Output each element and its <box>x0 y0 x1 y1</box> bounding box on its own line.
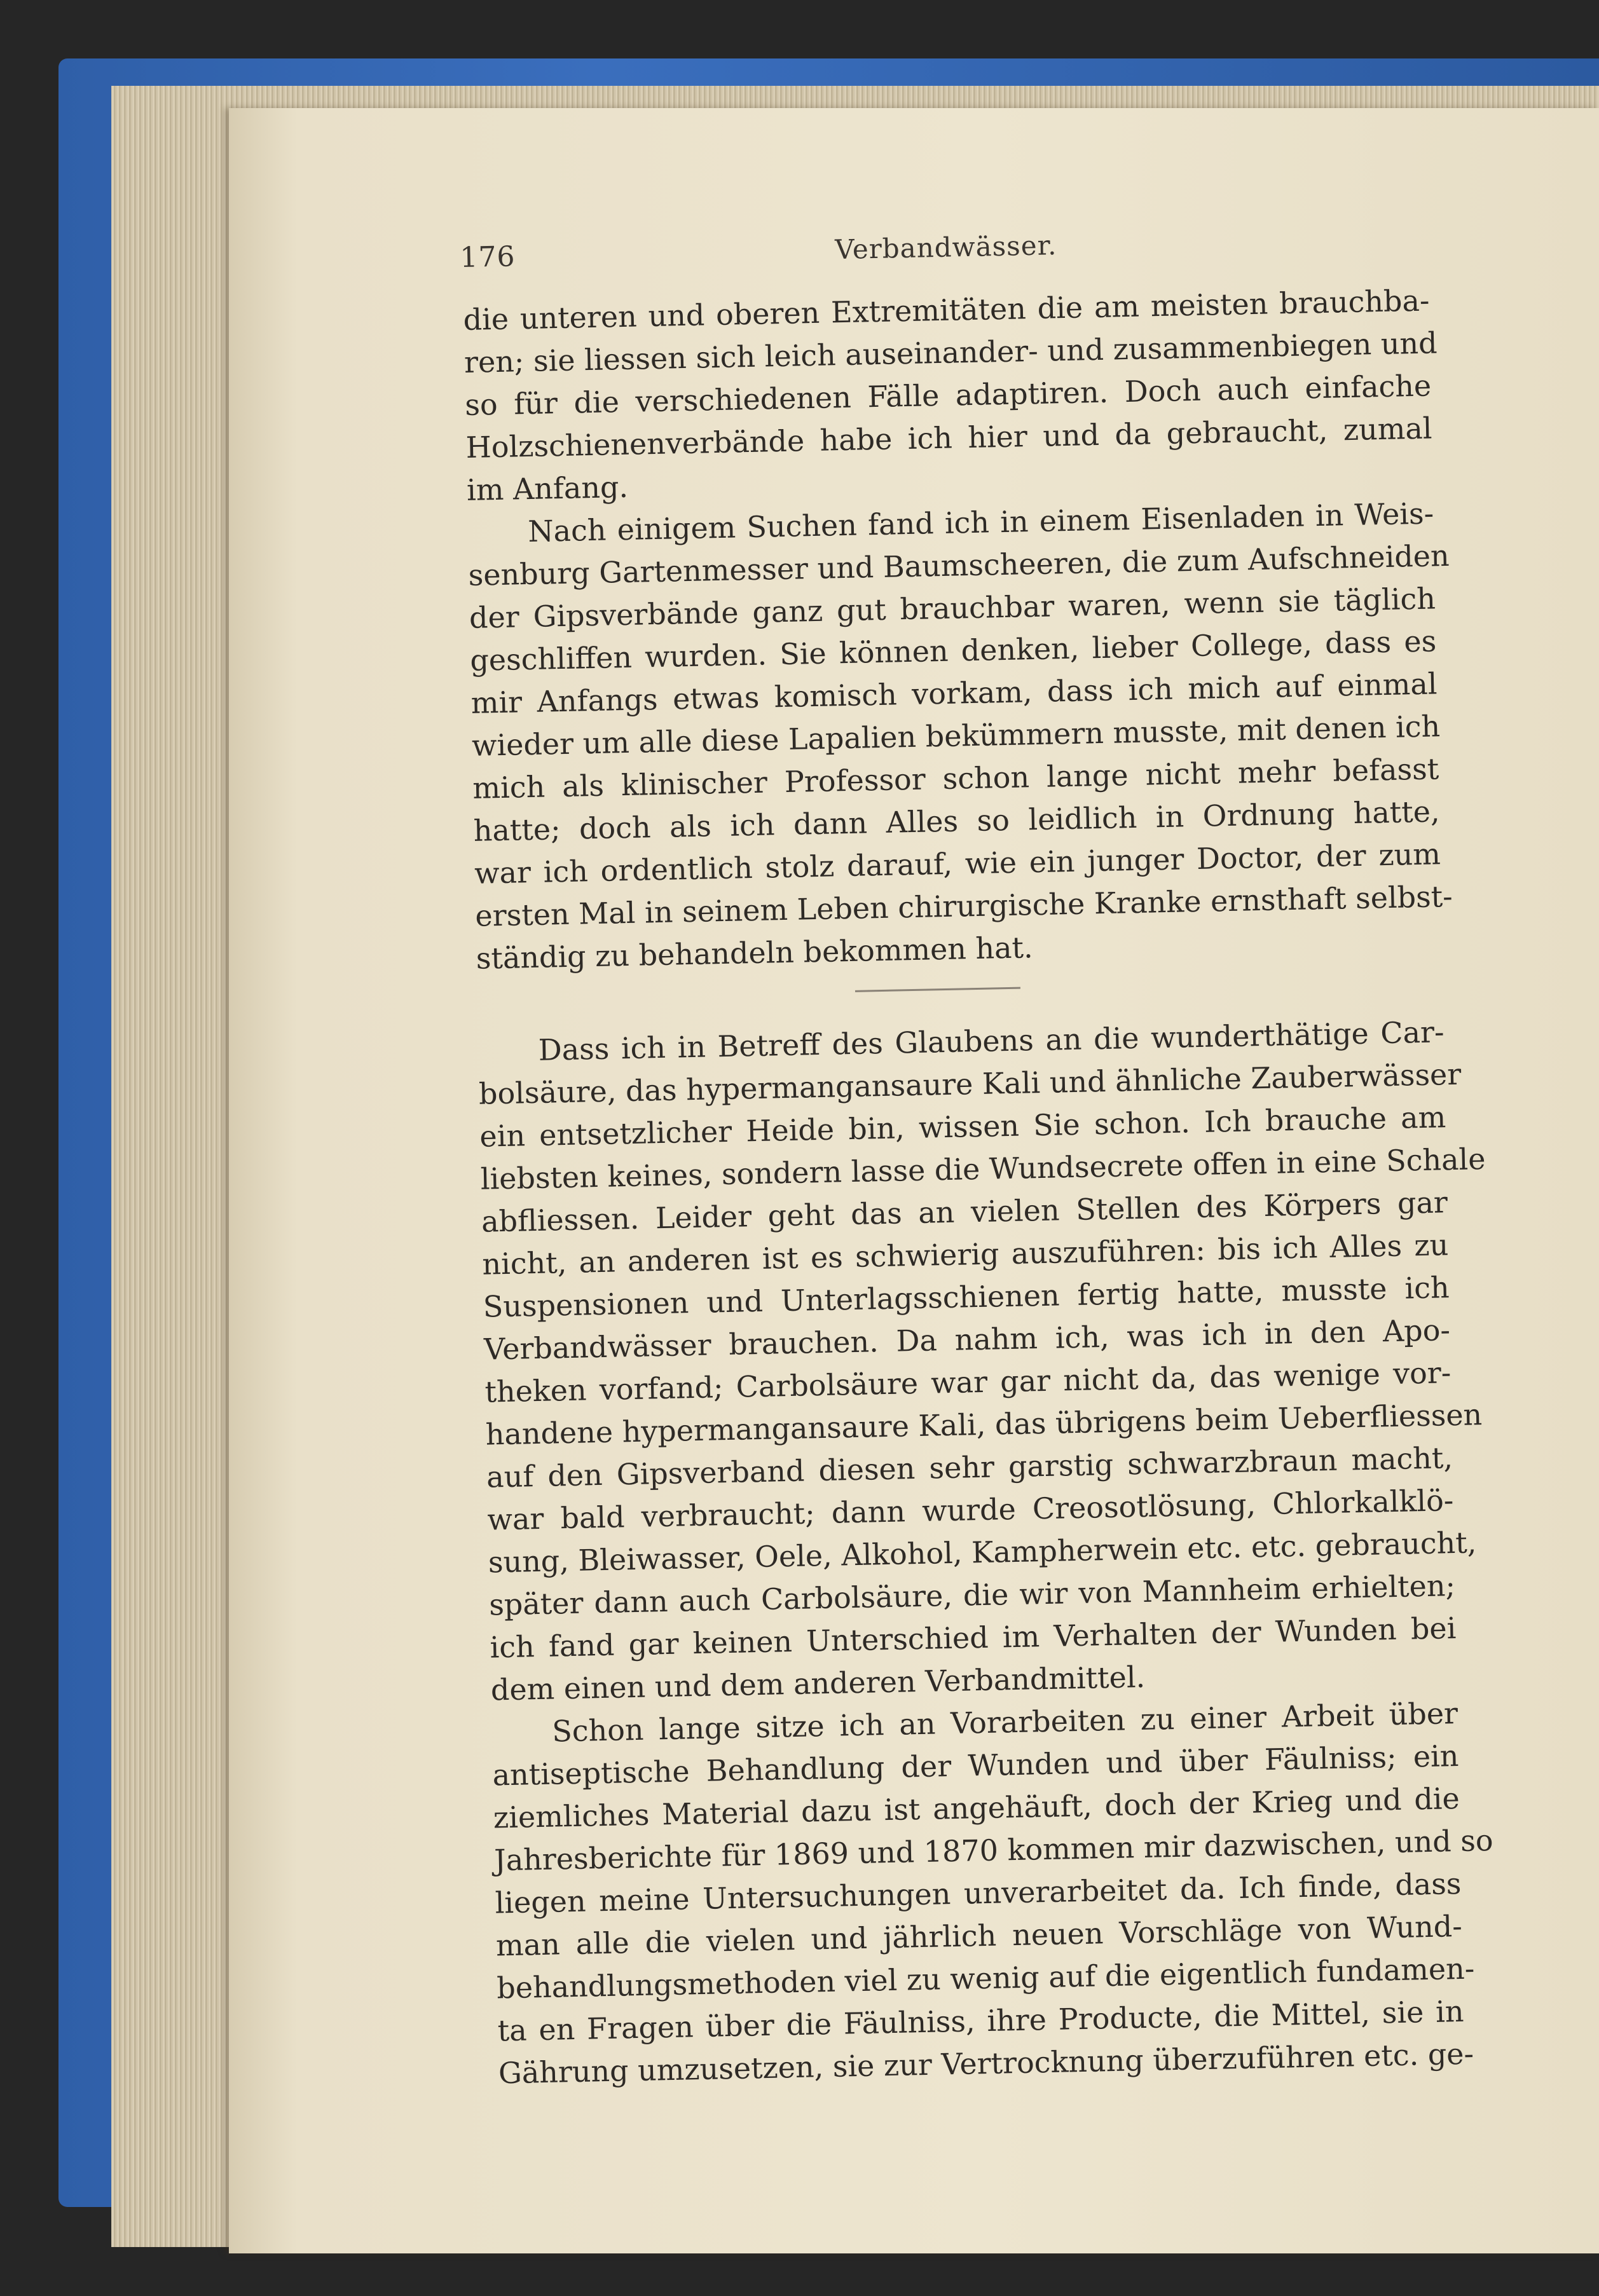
text-line: ich fand gar keinen Unterschied im Verhalten der Wunden bei <box>490 1611 1457 1665</box>
text-line: bolsäure, das hypermangansaure Kali und ähnliche Zauberwässer <box>478 1056 1462 1111</box>
text-line: theken vorfand; Carbolsäure war gar nicht da, das wenige vor- <box>484 1355 1451 1409</box>
text-line: behandlungsmethoden viel zu wenig auf die eigentlich fundamen- <box>496 1951 1475 2006</box>
text-line: war ich ordentlich stolz darauf, wie ein junger Doctor, der zum <box>474 837 1441 891</box>
text-line: senburg Gartenmesser und Baumscheeren, die zum Aufschneiden <box>468 538 1450 592</box>
paragraph <box>467 492 1453 980</box>
text-line: dem einen und dem anderen Verbandmittel. <box>490 1659 1146 1707</box>
text-line: nicht, an anderen ist es schwierig auszuführen: bis ich Alles zu <box>481 1227 1449 1281</box>
body-text <box>463 279 1494 2094</box>
text-line: Dass ich in Betreff des Glaubens an die wunderthätige Car- <box>538 1015 1445 1067</box>
text-line: Verbandwässer brauchen. Da nahm ich, was ich in den Apo- <box>483 1313 1451 1367</box>
text-line: abfliessen. Leider geht das an vielen Stellen des Körpers gar <box>481 1185 1448 1239</box>
text-line: handene hypermangansaure Kali, das übrigens beim Ueberfliessen <box>485 1397 1483 1452</box>
text-line: Suspensionen und Unterlagsschienen fertig hatte, musste ich <box>483 1270 1450 1324</box>
text-line: war bald verbraucht; dann wurde Creosotlösung, Chlorkalklö- <box>487 1483 1454 1537</box>
text-line: ein entsetzlicher Heide bin, wissen Sie schon. Ich brauche am <box>479 1100 1446 1154</box>
text-line: im Anfang. <box>466 469 629 507</box>
paragraph <box>491 1692 1494 2094</box>
text-line: mir Anfangs etwas komisch vorkam, dass ich mich auf einmal <box>470 666 1438 720</box>
text-line: Nach einigem Suchen fand ich in einem Eisenladen in Weis- <box>527 496 1434 549</box>
text-line: wieder um alle diese Lapalien bekümmern musste, mit denen ich <box>471 709 1441 763</box>
text-line: geschliffen wurden. Sie können denken, lieber College, dass es <box>469 624 1437 678</box>
text-line: ta en Fragen über die Fäulniss, ihre Producte, die Mittel, sie in <box>497 1993 1464 2048</box>
text-line: der Gipsverbände ganz gut brauchbar waren, wenn sie täglich <box>469 581 1436 635</box>
paragraph <box>477 1011 1486 1711</box>
paragraph <box>463 279 1438 511</box>
text-line: Schon lange sitze ich an Vorarbeiten zu einer Arbeit über <box>551 1696 1458 1749</box>
page-number: 176 <box>460 240 516 274</box>
text-line: mich als klinischer Professor schon lange nicht mehr befasst <box>472 751 1439 805</box>
text-line: Jahresberichte für 1869 und 1870 kommen mir dazwischen, und so <box>493 1822 1494 1878</box>
text-line: auf den Gipsverband diesen sehr garstig schwarzbraun macht, <box>486 1440 1453 1494</box>
running-head: Verbandwässer. <box>834 229 1057 266</box>
text-line: sung, Bleiwasser, Oele, Alkohol, Kampherwein etc. etc. gebraucht, <box>488 1525 1477 1580</box>
text-line: die unteren und oberen Extremitäten die am meisten brauchba- <box>463 283 1430 337</box>
text-line: später dann auch Carbolsäure, die wir von Mannheim erhielten; <box>488 1568 1456 1622</box>
text-line: hatte; doch als ich dann Alles so leidlich in Ordnung hatte, <box>473 794 1441 848</box>
text-line: liegen meine Untersuchungen unverarbeitet da. Ich finde, dass <box>495 1866 1462 1920</box>
text-line: man alle die vielen und jährlich neuen Vorschläge von Wund- <box>495 1908 1463 1963</box>
text-line: ren; sie liessen sich leich auseinander- und zusammenbiegen und <box>463 325 1438 379</box>
text-line: ständig zu behandeln bekommen hat. <box>476 930 1034 976</box>
text-line: liebsten keines, sondern lasse die Wundsecrete offen in eine Schale <box>480 1141 1486 1196</box>
text-line: so für die verschiedenen Fälle adaptiren. Doch auch einfache <box>464 368 1432 422</box>
section-divider <box>855 987 1020 992</box>
text-line: ersten Mal in seinem Leben chirurgische Kranke ernsthaft selbst- <box>474 878 1453 933</box>
text-line: Holzschienenverbände habe ich hier und da gebraucht, zumal <box>465 411 1432 465</box>
text-line: antiseptische Behandlung der Wunden und über Fäulniss; ein <box>492 1739 1459 1793</box>
text-line: ziemliches Material dazu ist angehäuft, doch der Krieg und die <box>493 1781 1460 1835</box>
text-line: Gährung umzusetzen, sie zur Vertrocknung überzuführen etc. ge- <box>498 2036 1474 2091</box>
